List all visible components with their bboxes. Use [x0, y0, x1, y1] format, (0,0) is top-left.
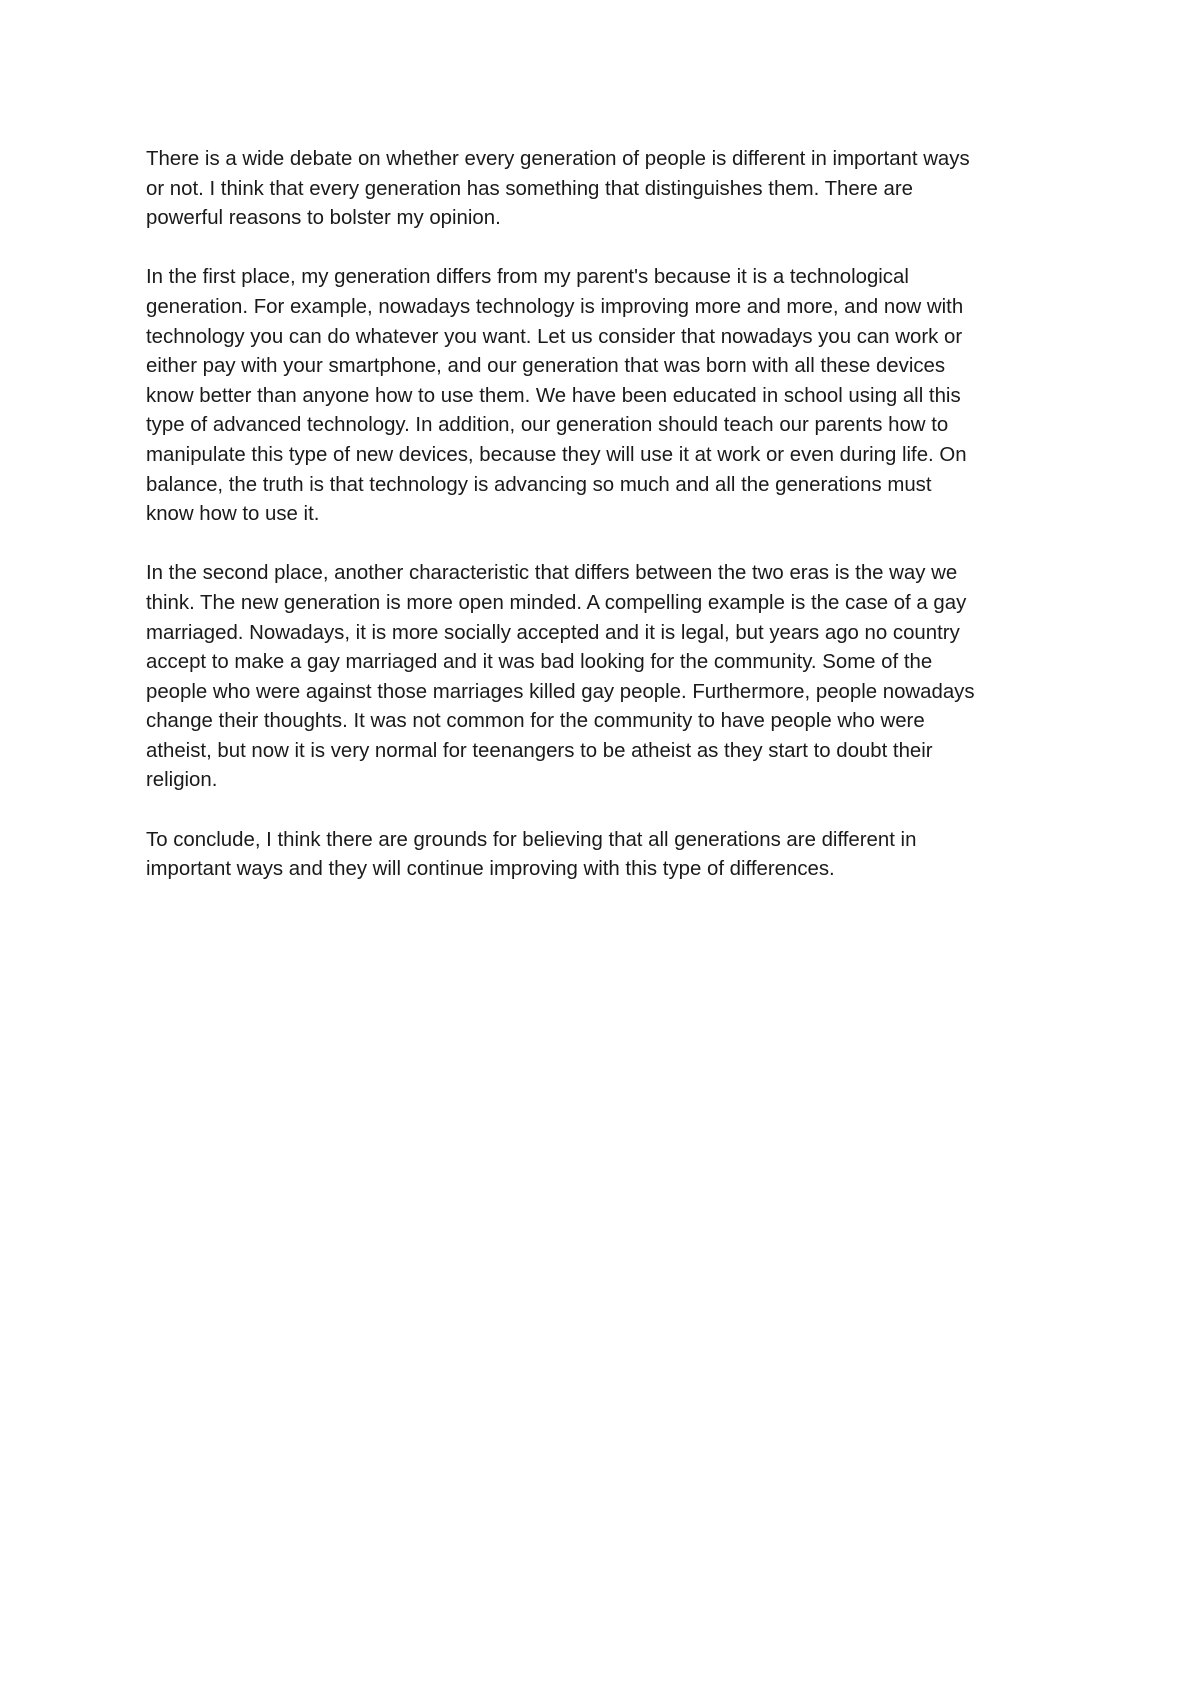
paragraph-conclusion — [146, 826, 1056, 885]
text-line: either pay with your smartphone, and our generation that was born with all these devices — [146, 355, 946, 378]
text-line: think. The new generation is more open minded. A compelling example is the case of a gay — [146, 591, 967, 614]
paragraph-intro — [146, 145, 1056, 234]
text-line: religion. — [146, 769, 218, 792]
text-line: In the first place, my generation differs from my parent's because it is a technological — [146, 266, 909, 289]
text-line: accept to make a gay marriaged and it was bad looking for the community. Some of the — [146, 651, 933, 674]
document-body — [146, 145, 1056, 914]
text-line: technology you can do whatever you want. Let us consider that nowadays you can work or — [146, 325, 963, 348]
text-line: generation. For example, nowadays technology is improving more and more, and now with — [146, 295, 964, 318]
text-line: In the second place, another characteristic that differs between the two eras is the way we — [146, 562, 958, 585]
text-line: change their thoughts. It was not common for the community to have people who were — [146, 710, 925, 733]
text-line: atheist, but now it is very normal for teenangers to be atheist as they start to doubt their — [146, 739, 933, 762]
text-line: To conclude, I think there are grounds for believing that all generations are different in — [146, 828, 917, 851]
paragraph-technology — [146, 263, 1056, 529]
text-line: balance, the truth is that technology is advancing so much and all the generations must — [146, 473, 932, 496]
text-line: marriaged. Nowadays, it is more socially accepted and it is legal, but years ago no country — [146, 621, 960, 644]
text-line: or not. I think that every generation has something that distinguishes them. There are — [146, 177, 913, 200]
text-line: powerful reasons to bolster my opinion. — [146, 207, 501, 230]
text-line: know better than anyone how to use them. We have been educated in school using all this — [146, 384, 961, 407]
text-line: know how to use it. — [146, 503, 320, 526]
text-line: manipulate this type of new devices, because they will use it at work or even during life. On — [146, 443, 967, 466]
text-line: people who were against those marriages killed gay people. Furthermore, people nowadays — [146, 680, 975, 703]
text-line: important ways and they will continue improving with this type of differences. — [146, 858, 835, 881]
text-line: type of advanced technology. In addition, our generation should teach our parents how to — [146, 414, 949, 437]
text-line: There is a wide debate on whether every generation of people is different in important ways — [146, 148, 970, 170]
paragraph-mindset — [146, 559, 1056, 796]
